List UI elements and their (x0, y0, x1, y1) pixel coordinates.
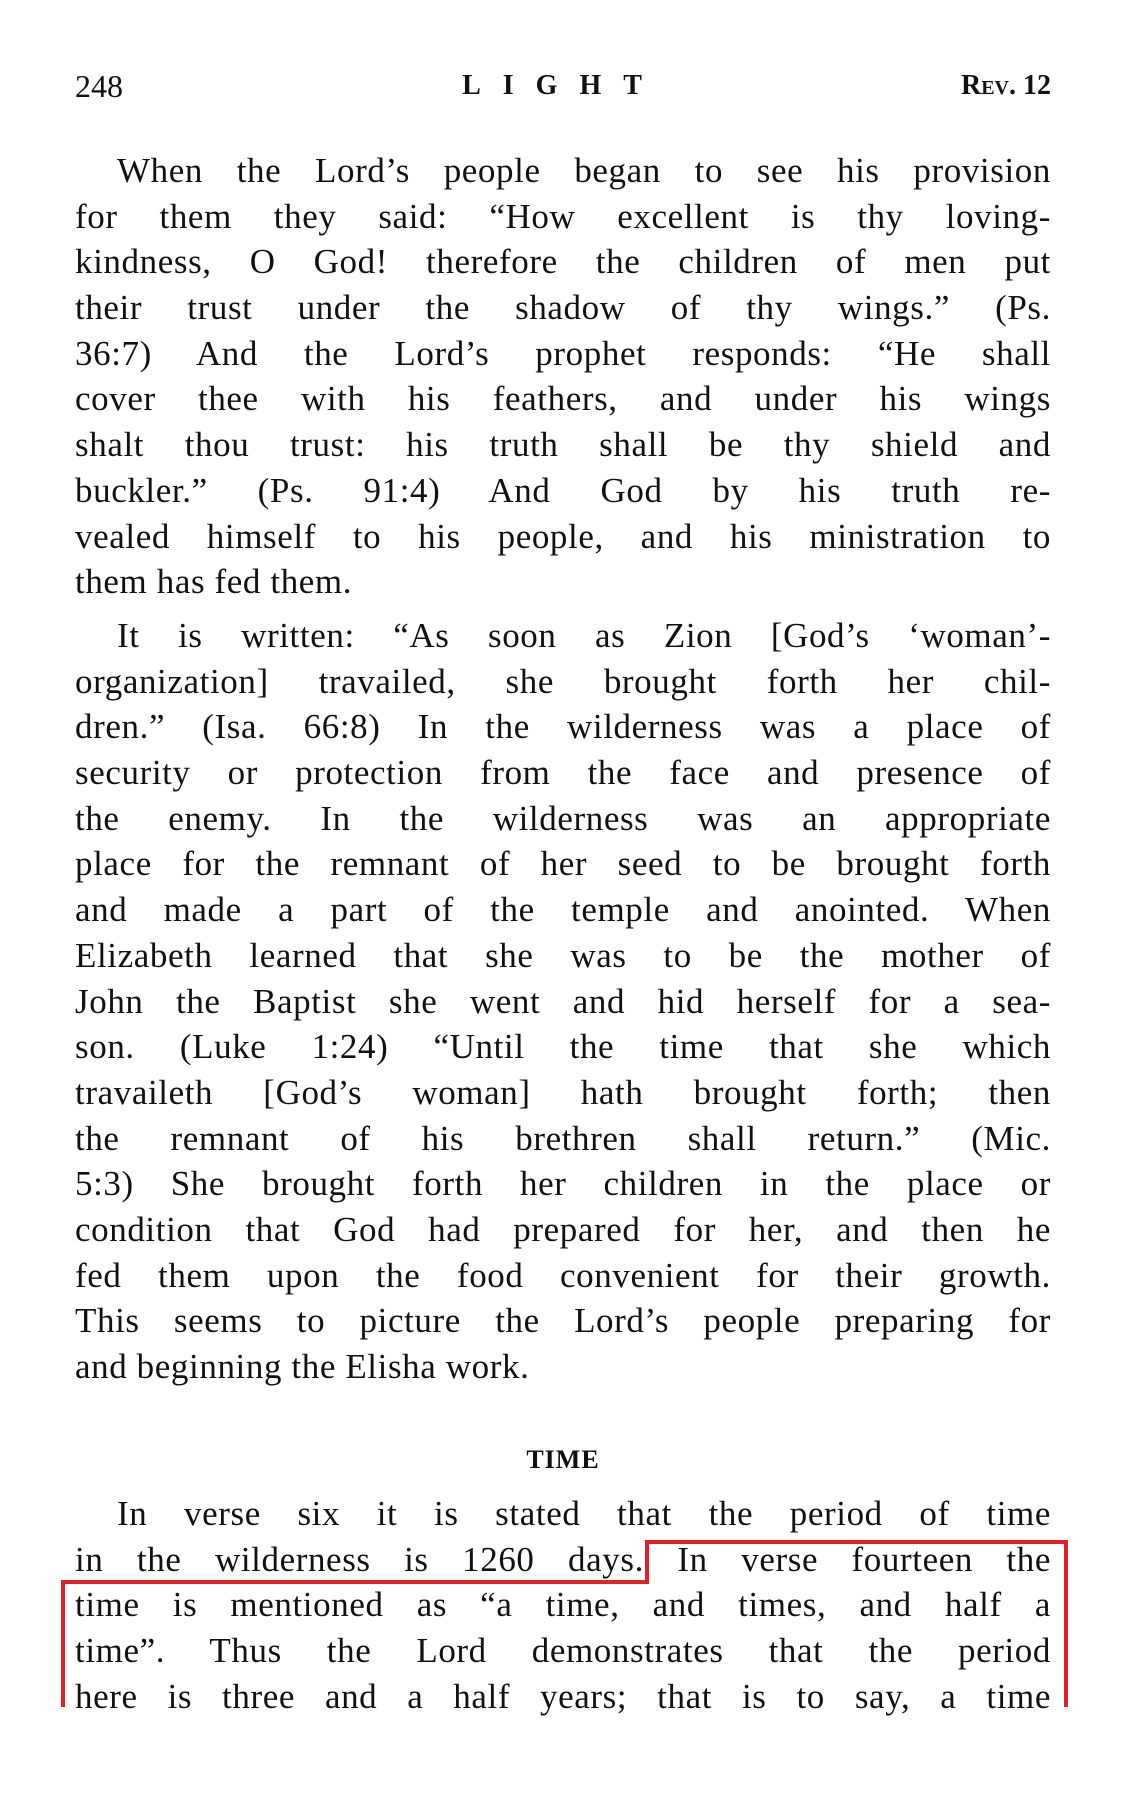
running-header (75, 62, 1051, 110)
text-line: their trust under the shadow of thy wings.” (Ps. (75, 288, 1051, 328)
text-line: 36:7) And the Lord’s prophet responds: “He shall (75, 333, 1051, 373)
text-line: the enemy. In the wilderness was an appropriate (75, 798, 1051, 838)
text-line: son. (Luke 1:24) “Until the time that she which (75, 1027, 1051, 1067)
section-heading: TIME (526, 1445, 600, 1474)
text-line: It is written: “As soon as Zion [God’s ‘woman’- (117, 616, 1051, 655)
section-paragraph (75, 1491, 1051, 1719)
text-line: and beginning the Elisha work. (75, 1347, 530, 1386)
text-line: the remnant of his brethren shall return.” (Mic. (75, 1118, 1051, 1158)
text-line: time is mentioned as “a time, and times, and half a (75, 1585, 1051, 1625)
text-line: In verse six it is stated that the period of time (117, 1494, 1051, 1533)
text-line: for them they said: “How excellent is thy loving- (75, 196, 1051, 236)
text-line: organization] travailed, she brought forth her chil- (75, 661, 1051, 701)
chapter-reference: Rev. 12 (960, 70, 1051, 101)
paragraph-1 (75, 148, 1051, 605)
text-line: Elizabeth learned that she was to be the mother of (75, 935, 1051, 975)
text-line: time”. Thus the Lord demonstrates that the period (75, 1631, 1051, 1671)
text-line: them has fed them. (75, 562, 353, 602)
text-line: kindness, O God! therefore the children of men put (75, 242, 1051, 282)
text-line: and made a part of the temple and anointed. When (75, 890, 1051, 930)
text-line: place for the remnant of her seed to be brought forth (75, 844, 1051, 884)
text-line: security or protection from the face and presence of (75, 753, 1051, 793)
text-line: in the wilderness is 1260 days. In verse fourteen the (75, 1539, 1051, 1579)
text-line: This seems to picture the Lord’s people preparing for (75, 1301, 1051, 1341)
text-line: vealed himself to his people, and his ministration to (75, 516, 1051, 556)
paragraph-2 (75, 613, 1051, 1390)
book-title: LIGHT (462, 70, 664, 101)
text-line: John the Baptist she went and hid herself for a sea- (75, 981, 1051, 1021)
text-line: dren.” (Isa. 66:8) In the wilderness was a place of (75, 707, 1051, 747)
text-line: shalt thou trust: his truth shall be thy shield and (75, 425, 1051, 465)
page-number: 248 (75, 68, 123, 104)
text-line: fed them upon the food convenient for their growth. (75, 1255, 1051, 1295)
text-line: buckler.” (Ps. 91:4) And God by his truth re- (75, 470, 1051, 510)
text-line: travaileth [God’s woman] hath brought forth; then (75, 1072, 1051, 1112)
text-line: here is three and a half years; that is to say, a time (75, 1676, 1051, 1716)
text-line: 5:3) She brought forth her children in the place or (75, 1164, 1051, 1204)
text-line: cover thee with his feathers, and under his wings (75, 379, 1051, 419)
text-line: When the Lord’s people began to see his provision (117, 151, 1051, 190)
text-line: condition that God had prepared for her, and then he (75, 1209, 1051, 1249)
